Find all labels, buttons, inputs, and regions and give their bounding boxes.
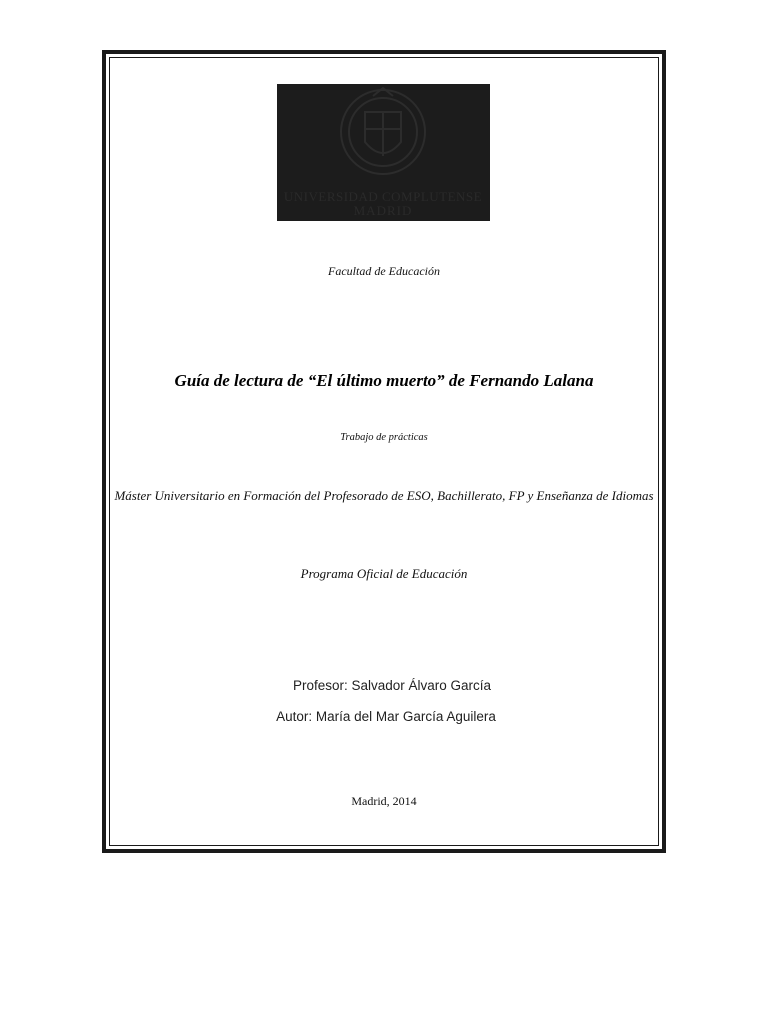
author-name: Autor: María del Mar García Aguilera [276,709,496,724]
place-date: Madrid, 2014 [351,794,417,808]
logo-text-line-2: MADRID [353,203,413,218]
document-page [102,50,666,853]
document-title: Guía de lectura de “El último muerto” de Fernando Lalana [174,371,594,390]
university-logo [277,84,490,221]
faculty-name: Facultad de Educación [328,264,440,278]
work-type: Trabajo de prácticas [340,432,428,443]
official-program: Programa Oficial de Educación [300,566,468,581]
logo-text-line-1: UNIVERSIDAD COMPLUTENSE [283,189,483,204]
professor-name: Profesor: Salvador Álvaro García [292,678,492,693]
university-seal-icon [277,84,490,221]
master-program: Máster Universitario en Formación del Profesorado de ESO, Bachillerato, FP y Enseñanza de Idiomas [114,488,654,503]
